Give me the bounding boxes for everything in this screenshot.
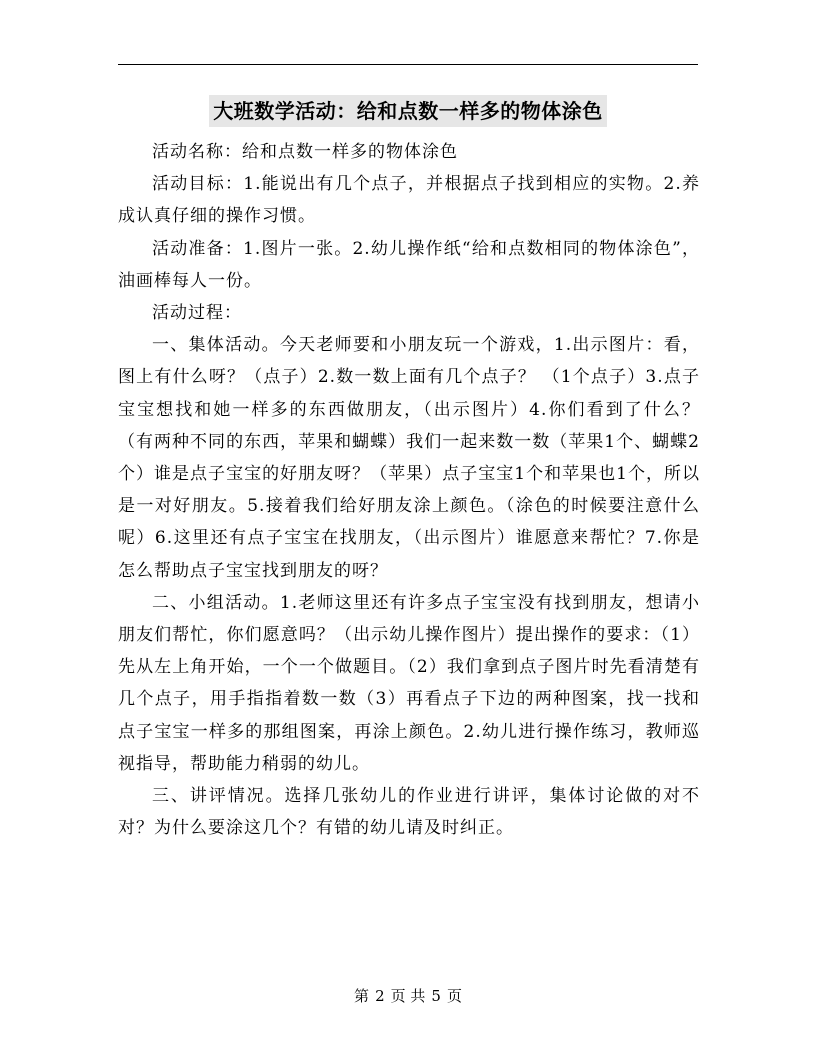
- current-page-number: 2: [375, 987, 385, 1005]
- paragraph-activity-name: 活动名称：给和点数一样多的物体涂色: [152, 142, 458, 162]
- paragraph-activity-process-heading: 活动过程：: [152, 303, 242, 324]
- paragraph-group-activity: 一、集体活动。今天老师要和小朋友玩一个游戏，1.出示图片：看，图上有什么呀？（点子）2.数一数上面有几个点子？ （1个点子）3.点子宝宝想找和她一样多的东西做朋友，（出示图片）4.你们看到了什么？（有两种不同的东西，苹果和蝴蝶）我们一起来数一数（苹果1个、蝴蝶2个）谁是点子宝宝的好朋友呀？（苹果）点子宝宝1个和苹果也1个，所以是一对好朋友。5.接着我们给好朋友涂上颜色。（涂色的时候要注意什么呢）6.这里还有点子宝宝在找朋友，（出示图片）谁愿意来帮忙？7.你是怎么帮助点子宝宝找到朋友的呀？: [118, 335, 700, 581]
- document-title: 大班数学活动：给和点数一样多的物体涂色: [209, 95, 607, 127]
- footer-suffix: 页: [446, 987, 462, 1005]
- header-rule: [118, 64, 698, 65]
- document-title-container: [0, 95, 816, 127]
- paragraph-small-group-activity: 二、小组活动。1.老师这里还有许多点子宝宝没有找到朋友，想请小朋友们帮忙，你们愿意吗？（出示幼儿操作图片）提出操作的要求：（1）先从左上角开始，一个一个做题目。（2）我们拿到点子图片时先看清楚有几个点子，用手指指着数一数（3）再看点子下边的两种图案，找一找和点子宝宝一样多的那组图案，再涂上颜色。2.幼儿进行操作练习，教师巡视指导，帮助能力稍弱的幼儿。: [118, 592, 700, 774]
- paragraph-activity-goals: 活动目标：1.能说出有几个点子，并根据点子找到相应的实物。2.养成认真仔细的操作习惯。: [118, 174, 700, 227]
- page-footer: [0, 986, 816, 1006]
- footer-middle: 页 共: [390, 987, 426, 1005]
- total-pages-number: 5: [431, 987, 441, 1005]
- paragraph-activity-preparation: 活动准备：1.图片一张。2.幼儿操作纸“给和点数相同的物体涂色”，油画棒每人一份。: [118, 238, 700, 291]
- document-body: [118, 136, 700, 844]
- footer-prefix: 第: [354, 987, 370, 1005]
- paragraph-evaluation: 三、讲评情况。选择几张幼儿的作业进行讲评，集体讨论做的对不对？为什么要涂这几个？有错的幼儿请及时纠正。: [118, 786, 700, 839]
